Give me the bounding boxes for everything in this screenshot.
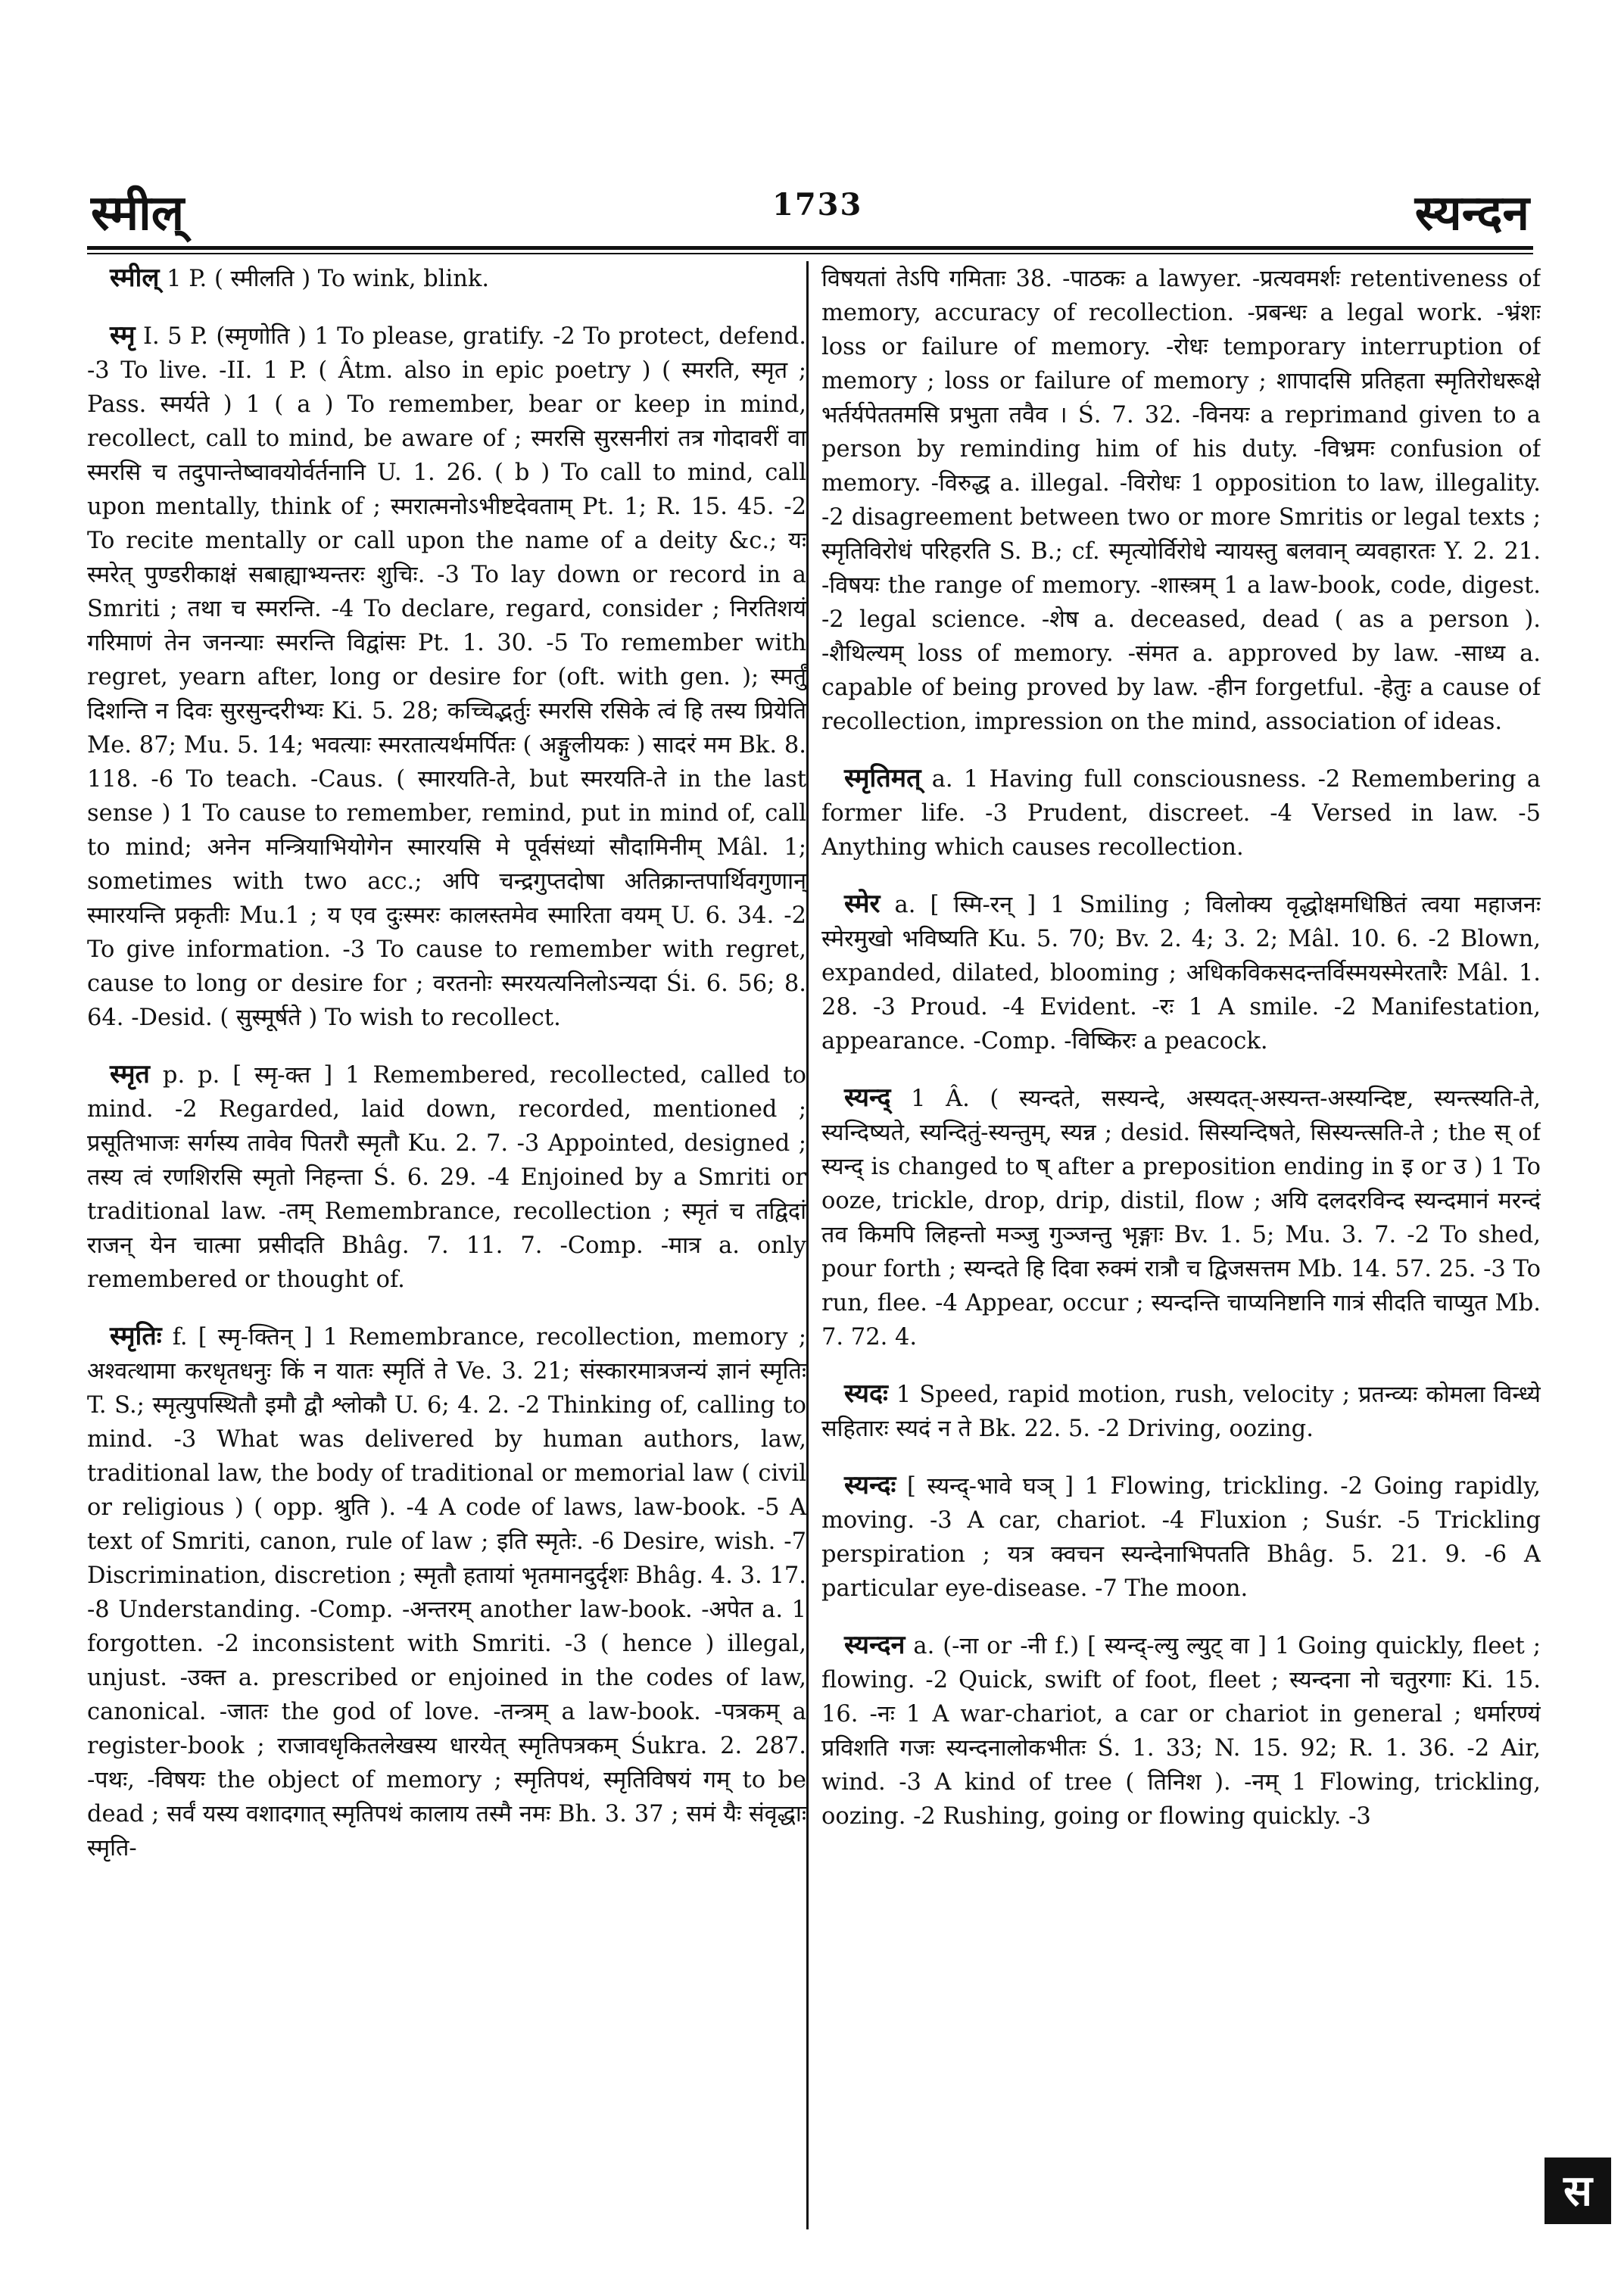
entry	[87, 1319, 806, 1865]
entry-headword: स्यन्दन	[844, 1630, 906, 1660]
entry-text: a. (-ना or -नी f.) [ स्यन्द्-ल्यु ल्युट् वा ] 1 Going quickly, fleet ; flowing. -2 Quick, swift of foot, fleet ; स्यन्दना नो चतुरगाः Ki. 15. 16. -नः 1 A war-chariot, a car or chariot in general ; धर्मारण्यं प्रविशति गजः स्यन्दनालोकभीतः Ś. 1. 33; N. 15. 92; R. 1. 36. -2 Air, wind. -3 A kind of tree ( तिनिश ). -नम् 1 Flowing, trickling, oozing. -2 Rushing, going or flowing quickly. -3	[821, 1633, 1541, 1830]
entry-text: p. p. [ स्मृ-क्त ] 1 Remembered, recollected, called to mind. -2 Regarded, laid down, recorded, mentioned ; प्रसूतिभाजः सर्गस्य तावेव पितरौ स्मृतौ Ku. 2. 7. -3 Appointed, designed ; तस्य त्वं रणशिरसि स्मृतो निहन्ता Ś. 6. 29. -4 Enjoined by a Smriti or traditional law. -तम् Remembrance, recollection ; स्मृतं च तद्विदां राजन् येन चात्मा प्रसीदति Bhâg. 7. 11. 7. -Comp. -मात्र a. only remembered or thought of.	[87, 1062, 806, 1293]
entry-text: 1 P. ( स्मीलति ) To wink, blink.	[159, 266, 490, 292]
entry	[821, 887, 1541, 1058]
entry-text: a. 1 Having full consciousness. -2 Remembering a former life. -3 Prudent, discreet. -4 Versed in law. -5 Anything which causes recollection.	[821, 766, 1541, 861]
entry	[821, 1081, 1541, 1354]
entry-text: 1 Speed, rapid motion, rush, velocity ; प्रतन्व्यः कोमला विन्ध्ये सहितारः स्यदं न ते Bk. 22. 5. -2 Driving, oozing.	[821, 1382, 1541, 1442]
header-rule	[87, 246, 1533, 250]
entry	[821, 1628, 1541, 1833]
entry-headword: स्मृतिमत्	[844, 763, 921, 793]
entry	[821, 1469, 1541, 1606]
left-column	[87, 261, 806, 2229]
entry-headword: स्मेर	[844, 889, 881, 919]
entry-headword: स्मृ	[110, 320, 136, 350]
entry-text: f. [ स्मृ-क्तिन् ] 1 Remembrance, recollection, memory ; अश्वत्थामा करधृतधनुः किं न यातः स्मृतिं ते Ve. 3. 21; संस्कारमात्रजन्यं ज्ञानं स्मृतिः T. S.; स्मृत्युपस्थितौ इमौ द्वौ श्लोकौ U. 6; 4. 2. -2 Thinking of, calling to mind. -3 What was delivered by human authors, law, traditional law, the body of traditional or memorial law ( civil or religious ) ( opp. श्रुति ). -4 A code of laws, law-book. -5 A text of Smriti, canon, rule of law ; इति स्मृतेः. -6 Desire, wish. -7 Discrimination, discretion ; स्मृतौ हतायां भृतमानदुर्दृशः Bhâg. 4. 3. 17. -8 Understanding. -Comp. -अन्तरम् another law-book. -अपेत a. 1 forgotten. -2 inconsistent with Smriti. -3 ( hence ) illegal, unjust. -उक्त a. prescribed or enjoined in the codes of law, canonical. -जातः the god of love. -तन्त्रम् a law-book. -पत्रकम् a register-book ; राजावधृकितलेखस्य धारयेत् स्मृतिपत्रकम् Śukra. 2. 287. -पथः, -विषयः the object of memory ; स्मृतिपथं, स्मृतिविषयं गम् to be dead ; सर्वं यस्य वशादगात् स्मृतिपथं कालाय तस्मै नमः Bh. 3. 37 ; समं यैः संवृद्धाः स्मृति-	[87, 1324, 806, 1862]
header-right-headword: स्यन्दन	[1414, 185, 1529, 241]
entry-text: 1 Â. ( स्यन्दते, सस्यन्दे, अस्यदत्-अस्यन्त-अस्यन्दिष्ट, स्यन्त्स्यति-ते, स्यन्दिष्यते, स्यन्दितुं-स्यन्तुम्, स्यन्न ; desid. सिस्यन्दिषते, सिस्यन्त्सति-ते ; the स् of स्यन्द् is changed to ष् after a preposition ending in इ or उ ) 1 To ooze, trickle, drop, drip, distil, flow ; अयि दलदरविन्द स्यन्दमानं मरन्दं तव किमपि लिहन्तो मञ्जु गुञ्जन्तु भृङ्गाः Bv. 1. 5; Mu. 3. 7. -2 To shed, pour forth ; स्यन्दते हि दिवा रुक्मं रात्रौ च द्विजसत्तम Mb. 14. 57. 25. -3 To run, flee. -4 Appear, occur ; स्यन्दन्ति चाप्यनिष्टानि गात्रं सीदति चाप्युत Mb. 7. 72. 4.	[821, 1086, 1541, 1351]
entry	[821, 762, 1541, 865]
page-header	[91, 178, 1529, 246]
entry	[87, 261, 806, 296]
right-column	[821, 261, 1541, 2229]
entry-text: विषयतां तेऽपि गमिताः 38. -पाठकः a lawyer. -प्रत्यवमर्शः retentiveness of memory, accuracy of recollection. -प्रबन्धः a legal work. -भ्रंशः loss or failure of memory. -रोधः temporary interruption of memory ; loss or failure of memory ; शापादसि प्रतिहता स्मृतिरोधरूक्षे भर्तर्यपेततमसि प्रभुता तवैव । Ś. 7. 32. -विनयः a reprimand given to a person by reminding him of his duty. -विभ्रमः confusion of memory. -विरुद्ध a. illegal. -विरोधः 1 opposition to law, illegality. -2 disagreement between two or more Smritis or legal texts ; स्मृतिविरोधं परिहरति S. B.; cf. स्मृत्योर्विरोधे न्यायस्तु बलवान् व्यवहारतः Y. 2. 21. -विषयः the range of memory. -शास्त्रम् 1 a law-book, code, digest. -2 legal science. -शेष a. deceased, dead ( as a person ). -शैथिल्यम् loss of memory. -संमत a. approved by law. -साध्य a. capable of being proved by law. -हीन forgetful. -हेतुः a cause of recollection, impression on the mind, association of ideas.	[821, 266, 1541, 735]
entry	[87, 319, 806, 1035]
page-number: 1733	[772, 187, 863, 223]
header-left-headword: स्मील्	[91, 185, 185, 241]
entry-text: I. 5 P. (स्मृणोति ) 1 To please, gratify. -2 To protect, defend. -3 To live. -II. 1 P. ( Âtm. also in epic poetry ) ( स्मरति, स्मृत ; Pass. स्मर्यते ) 1 ( a ) To remember, bear or keep in mind, recollect, call to mind, be aware of ; स्मरसि सुरसनीरां तत्र गोदावरीं वा स्मरसि च तदुपान्तेष्वावयोर्वर्तनानि U. 1. 26. ( b ) To call to mind, call upon mentally, think of ; स्मरात्मनोऽभीष्टदेवताम् Pt. 1; R. 15. 45. -2 To recite mentally or call upon the name of a deity &c.; यः स्मरेत् पुण्डरीकाक्षं सबाह्याभ्यन्तरः शुचिः. -3 To lay down or record in a Smriti ; तथा च स्मरन्ति. -4 To declare, regard, consider ; निरतिशयं गरिमाणं तेन जनन्याः स्मरन्ति विद्वांसः Pt. 1. 30. -5 To remember with regret, yearn after, long or desire for (oft. with gen. ); स्मर्तुं दिशन्ति न दिवः सुरसुन्दरीभ्यः Ki. 5. 28; कच्चिद्भर्तुः स्मरसि रसिके त्वं हि तस्य प्रियेति Me. 87; Mu. 5. 14; भवत्याः स्मरतात्यर्थमर्पितः ( अङ्गुलीयकः ) सादरं मम Bk. 8. 118. -6 To teach. -Caus. ( स्मारयति-ते, but स्मरयति-ते in the last sense ) 1 To cause to remember, remind, put in mind of, call to mind; अनेन मन्त्रियाभियोगेन स्मारयसि मे पूर्वसंध्यां सौदामिनीम् Mâl. 1; sometimes with two acc.; अपि चन्द्रगुप्तदोषा अतिक्रान्तपार्थिवगुणान् स्मारयन्ति प्रकृतीः Mu.1 ; य एव दुःस्मरः कालस्तमेव स्मारिता वयम् U. 6. 34. -2 To give information. -3 To cause to remember with regret, cause to long or desire for ; वरतनोः स्मरयत्यनिलोऽन्यदा Śi. 6. 56; 8. 64. -Desid. ( सुस्मूर्षते ) To wish to recollect.	[87, 323, 806, 1031]
entry-headword: स्यन्द्	[844, 1083, 891, 1113]
thumb-index-mark: स	[1545, 2157, 1611, 2224]
entry-headword: स्मील्	[110, 263, 160, 293]
entry-text: [ स्यन्द्-भावे घञ् ] 1 Flowing, trickling. -2 Going rapidly, moving. -3 A car, chariot. -4 Fluxion ; Suśr. -5 Trickling perspiration ; यत्र क्वचन स्यन्देनाभिपतति Bhâg. 5. 21. 9. -6 A particular eye-disease. -7 The moon.	[821, 1473, 1541, 1602]
entry-text: a. [ स्मि-रन् ] 1 Smiling ; विलोक्य वृद्धोक्षमधिष्ठितं त्वया महाजनः स्मेरमुखो भविष्यति Ku. 5. 70; Bv. 2. 4; 3. 2; Mâl. 10. 6. -2 Blown, expanded, dilated, blooming ; अधिकविकसदन्तर्विस्मयस्मेरतारैः Mâl. 1. 28. -3 Proud. -4 Evident. -रः 1 A smile. -2 Manifestation, appearance. -Comp. -विष्किरः a peacock.	[821, 892, 1541, 1055]
entry-headword: स्यदः	[844, 1379, 888, 1409]
entry-headword: स्मृतिः	[110, 1321, 162, 1351]
entry-headword: स्यन्दः	[844, 1470, 896, 1500]
entry-continued	[821, 261, 1541, 739]
entry	[821, 1377, 1541, 1446]
entry-headword: स्मृत	[110, 1059, 150, 1089]
header-rule-thin	[87, 253, 1533, 254]
entry	[87, 1058, 806, 1297]
column-divider	[806, 261, 809, 2229]
